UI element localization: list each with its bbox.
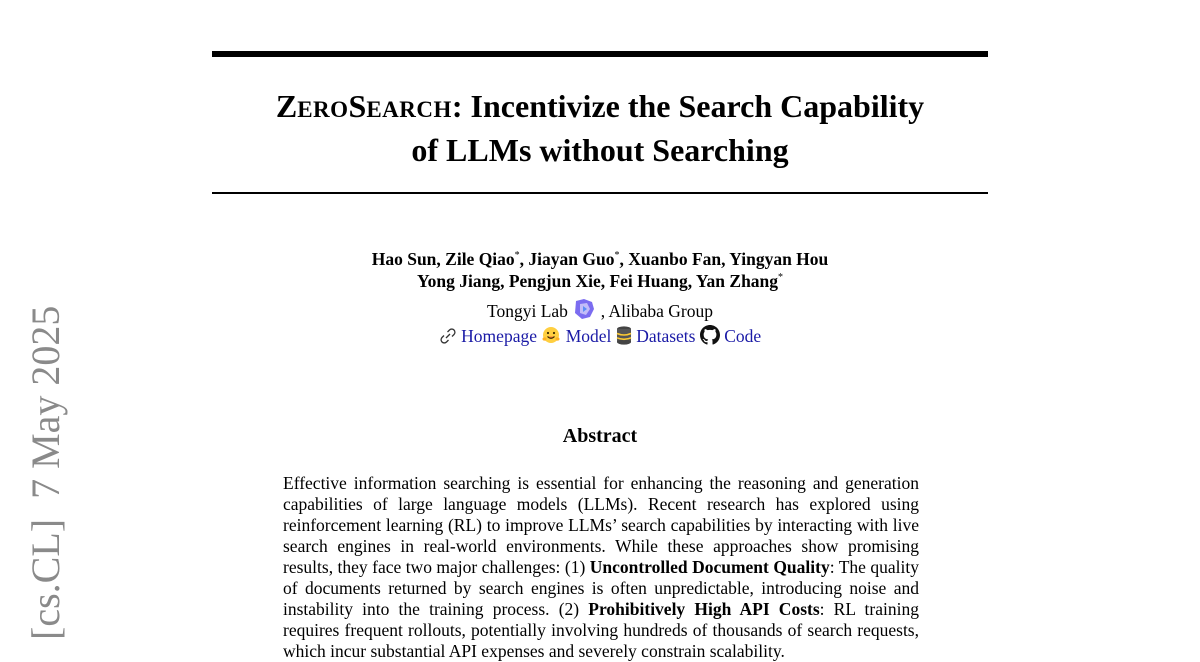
code-link[interactable]: Code xyxy=(724,326,762,346)
affiliation: Tongyi Lab , Alibaba Group xyxy=(212,298,988,325)
resource-links xyxy=(212,324,988,351)
title-bottom-rule xyxy=(212,192,988,194)
abstract-heading: Abstract xyxy=(562,425,638,447)
database-icon xyxy=(616,325,632,351)
homepage-link[interactable]: Homepage xyxy=(461,326,537,346)
arxiv-side-stamp: [cs.CL] 7 May 2025 xyxy=(23,305,68,640)
link-icon xyxy=(439,327,457,351)
tongyi-logo-icon xyxy=(572,298,596,325)
title-top-rule xyxy=(212,51,988,57)
model-link[interactable]: Model xyxy=(565,326,612,346)
abstract-text: Effective information searching is essential for enhancing the reasoning and generation capabilities of large language models (LLMs). Recent research has explored using reinforcement learning (RL) to improve LLMs’ search capabilities by interacting with live search engines in real-world environments. While these approaches show promising results, they face two major challenges: (1) Uncontrolled Document Quality: The quality of documents returned by search engines is often unpredictable, introducing noise and instability into the training process. (2) Prohibitively High API Costs: RL training requires frequent rollouts, potentially involving hundreds of thousands of search requests, which incur substantial API expenses and severely constrain scalability. xyxy=(283,473,919,661)
paper-title: ZEROSEARCH: Incentivize the Search Capability of LLMs without Searching xyxy=(275,88,925,168)
github-icon xyxy=(700,325,720,351)
author-list: Hao Sun, Zile Qiao*, Jiayan Guo*, Xuanbo Fan, Yingyan Hou Yong Jiang, Pengjun Xie, Fei Huang, Yan Zhang* xyxy=(371,249,829,291)
datasets-link[interactable]: Datasets xyxy=(636,326,696,346)
huggingface-icon xyxy=(541,325,561,351)
